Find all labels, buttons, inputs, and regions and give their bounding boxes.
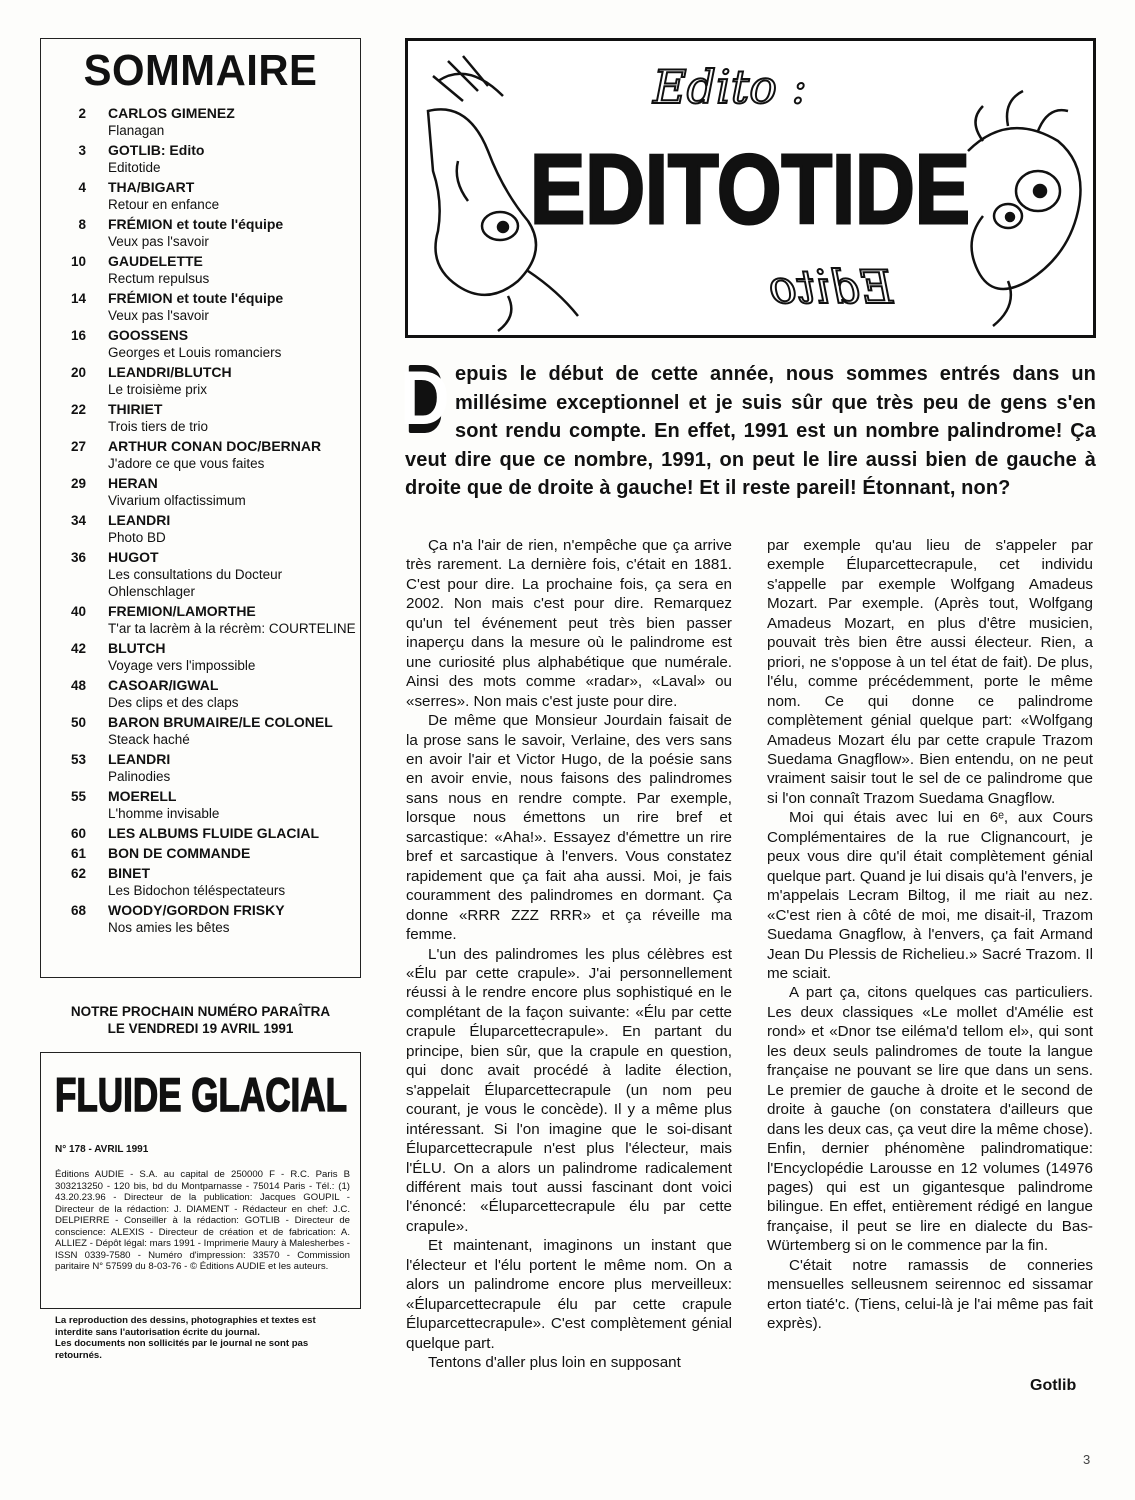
toc-title: SOMMAIRE — [83, 46, 318, 95]
toc-subtitle: Nos amies les bêtes — [108, 920, 230, 935]
rights-line-1: La reproduction des dessins, photographies et textes est interdite sans l'autorisation écrite du journal. — [55, 1315, 316, 1338]
next-issue-line-1: NOTRE PROCHAIN NUMÉRO PARAÎTRA — [70, 1004, 331, 1019]
paragraph: Ça n'a l'air de rien, n'empêche que ça arrive très rarement. La dernière fois, c'était en 1881. C'est pour dire. La prochaine fois, ça sera en 2002. Non mais c'est pour dire. Remarquez qu'un tel événement peut très bien passer inaperçu dans la mesure où le palindrome est une curiosité plus alphabétique que numérale. Ainsi des mots comme «radar», «Laval» ou «serres». Non mais c'est juste pour dire. — [406, 537, 732, 710]
big-title-editotide: EDITOTIDE — [530, 134, 970, 244]
toc-author: HUGOT — [108, 549, 159, 565]
toc-author: MOERELL — [108, 788, 177, 804]
toc-item — [41, 640, 360, 674]
toc-page-number: 50 — [70, 715, 86, 730]
toc-subtitle: L'homme invisable — [108, 806, 220, 821]
toc-item — [41, 105, 360, 139]
toc-entry — [108, 253, 360, 287]
toc-item — [41, 216, 360, 250]
toc-author: BARON BRUMAIRE/LE COLONEL — [108, 714, 333, 730]
toc-subtitle: T'ar ta lacrèm à la récrèm: COURTELINE — [108, 621, 356, 636]
toc-subtitle: Retour en enfance — [108, 197, 220, 212]
toc-entry — [108, 401, 360, 435]
right-character-illustration — [968, 91, 1081, 326]
toc-list — [41, 105, 360, 939]
toc-page-number: 4 — [78, 180, 86, 195]
toc-item — [41, 549, 360, 600]
rights-line-2: Les documents non sollicités par le journal ne sont pas retournés. — [55, 1338, 309, 1361]
toc-subtitle: Rectum repulsus — [108, 271, 210, 286]
paragraph: Tentons d'aller plus loin en supposant — [428, 1354, 681, 1372]
toc-page-number: 40 — [70, 604, 86, 619]
toc-page-number: 48 — [70, 678, 86, 693]
paragraph: Et maintenant, imaginons un instant que l'électeur et l'élu portent le même nom. On a alors un palindrome encore plus merveilleux: «Éluparcettecrapule élu par cette crapule Éluparcettecrapule». C'est complètement génial quelque part. — [406, 1237, 732, 1352]
toc-item — [41, 825, 360, 842]
toc-subtitle: Palinodies — [108, 769, 171, 784]
toc-item — [41, 364, 360, 398]
toc-item — [41, 327, 360, 361]
table-of-contents — [40, 38, 361, 978]
toc-author: BINET — [108, 865, 150, 881]
toc-page-number: 14 — [70, 291, 86, 306]
toc-entry — [108, 364, 360, 398]
colophon — [40, 1052, 361, 1361]
toc-entry — [108, 475, 360, 509]
toc-page-number: 10 — [70, 254, 86, 269]
toc-entry — [108, 438, 360, 472]
toc-item — [41, 788, 360, 822]
toc-page-number: 3 — [78, 143, 86, 158]
toc-item — [41, 751, 360, 785]
paragraph: par exemple qu'au lieu de s'appeler par exemple Éluparcettecrapule, cet individu s'appelle par exemple Wolfgang Amadeus Mozart. Par exemple. (Après tout, Wolfgang Amadeus Mozart, en plus d'être musicien, pouvait très bien être aussi électeur. Rien, a priori, ne s'oppose à un tel état de fait). De plus, l'élu, comme précédemment, porte le même nom. Ce qui donne ce palindrome complètement génial quelque part: «Wolfgang Amadeus Mozart élu par cette crapule Trazom Suedama Gnagflow». Bien entendu, on ne peut vraiment saisir tout le sel de ce palindrome que si l'on connaît Trazom Suedama Gnagflow. — [767, 537, 1093, 807]
toc-item — [41, 603, 360, 637]
toc-page-number: 62 — [70, 866, 86, 881]
toc-author: LEANDRI/BLUTCH — [108, 364, 232, 380]
toc-page-number: 55 — [70, 789, 86, 804]
toc-page-number: 2 — [78, 106, 86, 121]
script-title-top: Edito : — [653, 60, 808, 114]
legal-notice: Éditions AUDIE - S.A. au capital de 250000 F - R.C. Paris B 303213250 - 120 bis, bd du Montparnasse - 75014 Paris - Tél.: (1) 43.20.23.96 - Directeur de la publication: Jacques GOUPIL - Directeur de la rédaction: J. DIAMENT - Rédacteur en chef: J.C. DELPIERRE - Conseiller à la rédaction: GOTLIB - Directeur de conscience: ALEXIS - Directeur de création et de fabrication: A. ALLIEZ - Dépôt légal: mars 1991 - Imprimerie Maury à Malesherbes - ISSN 0339-7580 - Numéro d'impression: 33570 - Commission paritaire N° 57599 du 8-03-76 - © Éditions AUDIE et les auteurs. — [55, 1169, 350, 1272]
rights-notice — [55, 1315, 350, 1361]
toc-page-number: 36 — [70, 550, 86, 565]
paragraph: C'était notre ramassis de conneries mensuelles selleusnem seirennoc ed sissamar erton tiaté'c. (Tiens, celui-là je l'ai même pas fait exprès). — [767, 1256, 1093, 1333]
toc-page-number: 8 — [78, 217, 86, 232]
toc-item — [41, 714, 360, 748]
toc-subtitle: Voyage vers l'impossible — [108, 658, 256, 673]
paragraph: De même que Monsieur Jourdain faisait de la prose sans le savoir, Verlaine, des vers sans en avoir l'air et Victor Hugo, de la poésie sans en avoir envie, nous faisons des palindromes sans nous en rendre compte. Par exemple, lorsque nous émettons un rire bref et sarcastique: «Aha!». Essayez d'émettre un rire bref et sarcastique à l'envers. Vous constatez rapidement que ça fait aha aussi. Moi, je fais couramment des palindromes en dormant. Ça donne «RRR ZZZ RRR» et ça réveille ma femme. — [406, 712, 732, 944]
toc-item — [41, 438, 360, 472]
toc-subtitle: Les Bidochon téléspectateurs — [108, 883, 286, 898]
toc-author: LEANDRI — [108, 751, 171, 767]
toc-author: GOOSSENS — [108, 327, 189, 343]
toc-subtitle: J'adore ce que vous faites — [108, 456, 265, 471]
intro-text: epuis le début de cette année, nous sommes entrés dans un millésime exceptionnel et je suis sûr que très peu de gens s'en sont rendu compte. En effet, 1991 est un nombre palindrome! Ça veut dire que ce nombre, 1991, on peut le lire aussi bien de gauche à droite que de droite à gauche! Et il reste pareil! Étonnant, non? — [405, 363, 1096, 499]
toc-item — [41, 845, 360, 862]
toc-entry — [108, 902, 360, 936]
toc-page-number: 27 — [70, 439, 86, 454]
toc-author: BON DE COMMANDE — [108, 845, 251, 861]
toc-item — [41, 512, 360, 546]
toc-subtitle: Le troisième prix — [108, 382, 208, 397]
toc-author: CARLOS GIMENEZ — [108, 105, 235, 121]
toc-subtitle: Georges et Louis romanciers — [108, 345, 282, 360]
next-issue-notice — [40, 1003, 361, 1037]
author-signature: Gotlib — [1030, 1377, 1077, 1394]
toc-entry — [108, 142, 360, 176]
toc-author: BLUTCH — [108, 640, 166, 656]
editotide-drawing — [408, 41, 1093, 335]
toc-entry — [108, 290, 360, 324]
toc-subtitle: Flanagan — [108, 123, 165, 138]
toc-subtitle: Veux pas l'savoir — [108, 308, 209, 323]
page-number: 3 — [1083, 1452, 1091, 1467]
toc-page-number: 42 — [70, 641, 86, 656]
toc-entry — [108, 825, 360, 842]
toc-author: FRÉMION et toute l'équipe — [108, 290, 284, 306]
toc-author: ARTHUR CONAN DOC/BERNAR — [108, 438, 322, 454]
toc-author: FREMION/LAMORTHE — [108, 603, 256, 619]
toc-page-number: 60 — [70, 826, 86, 841]
toc-entry — [108, 105, 360, 139]
toc-subtitle: Veux pas l'savoir — [108, 234, 209, 249]
toc-entry — [108, 788, 360, 822]
toc-subtitle: Des clips et des claps — [108, 695, 239, 710]
toc-entry — [108, 751, 360, 785]
logo-wordmark: FLUIDE GLACIAL — [55, 1068, 347, 1121]
toc-entry — [108, 216, 360, 250]
paragraph: A part ça, citons quelques cas particuliers. Les deux classiques «Le mollet d'Amélie est rond» et «Dnor tse eiléma'd tellom el», qui sont les deux seuls palindromes de toute la langue française ne pouvant se lire que dans un sens. Le premier de gauche à droite et le second de droite à gauche (on constatera d'ailleurs que dans les deux cas, ça veut dire la même chose). Enfin, dernier phénomène palindromatique: l'Encyclopédie Larousse en 12 volumes (14976 pages) qui est un gigantesque palindrome bilingue. En effet, entièrement rédigé en langue française, il peut se lire en dialecte du Bas-Würtemberg si on le commence par la fin. — [767, 984, 1093, 1255]
toc-subtitle: Trois tiers de trio — [108, 419, 209, 434]
toc-author: LEANDRI — [108, 512, 171, 528]
toc-item — [41, 290, 360, 324]
toc-author: WOODY/GORDON FRISKY — [108, 902, 285, 918]
toc-subtitle: Vivarium olfactissimum — [108, 493, 246, 508]
toc-item — [41, 865, 360, 899]
toc-entry — [108, 179, 360, 213]
toc-item — [41, 677, 360, 711]
toc-item — [41, 475, 360, 509]
toc-page-number: 16 — [70, 328, 86, 343]
toc-author: THIRIET — [108, 401, 163, 417]
toc-author: FRÉMION et toute l'équipe — [108, 216, 284, 232]
toc-page-number: 22 — [70, 402, 86, 417]
toc-author: GAUDELETTE — [108, 253, 203, 269]
toc-author: GOTLIB: Edito — [108, 142, 205, 158]
toc-page-number: 34 — [70, 513, 86, 528]
toc-page-number: 20 — [70, 365, 86, 380]
fluide-glacial-logo — [51, 1061, 351, 1123]
toc-subtitle: Editotide — [108, 160, 161, 175]
script-title-bottom-mirrored: Edito — [769, 260, 893, 314]
toc-subtitle: Les consultations du Docteur Ohlenschlager — [108, 567, 283, 599]
toc-author: CASOAR/IGWAL — [108, 677, 219, 693]
toc-subtitle: Photo BD — [108, 530, 166, 545]
drop-cap: D — [400, 356, 450, 441]
toc-subtitle: Steack haché — [108, 732, 190, 747]
intro-paragraph — [400, 356, 1096, 503]
toc-item — [41, 401, 360, 435]
toc-item — [41, 179, 360, 213]
paragraph: Moi qui étais avec lui en 6ᵉ, aux Cours Complémentaires de la rue Clignancourt, je peux vous dire qu'il était complètement génial quelque part. Quand je lui disais qu'à l'envers, je m'appelais Lecram Biltog, il me riait au nez. «C'est rien à côté de moi, me disait-il, Trazom Suedama Gnagflow, à l'envers, ça fait Armand Jean Du Plessis de Richelieu.» Sacré Trazom. Il me sciait. — [767, 809, 1093, 982]
toc-entry — [108, 549, 360, 600]
toc-entry — [108, 714, 360, 748]
toc-page-number: 61 — [70, 846, 86, 861]
toc-item — [41, 902, 360, 936]
paragraph: L'un des palindromes les plus célèbres est «Élu par cette crapule». J'ai personnellement réussi à le rendre encore plus sophistiqué en le complétant de la façon suivante: «Élu par cette crapule Éluparcettecrapule». En partant du principe, bien sûr, que la crapule en question, qui donc avait procédé à ladite élection, s'appelait Éluparcettecrapule (un nom peu courant, je vous le concède). Il y a même plus intéressant. Si l'on imagine que le soi-disant Éluparcettecrapule n'est plus l'électeur, mais l'ÉLU. On a alors un palindrome radicalement différent mais tout aussi fascinant dont voici l'énoncé: «Éluparcettecrapule élu par cette crapule». — [406, 945, 732, 1235]
toc-item — [41, 142, 360, 176]
toc-author: LES ALBUMS FLUIDE GLACIAL — [108, 825, 320, 841]
toc-entry — [108, 865, 360, 899]
toc-page-number: 53 — [70, 752, 86, 767]
article-column-1 — [406, 536, 732, 1372]
issue-number: N° 178 - AVRIL 1991 — [55, 1144, 149, 1155]
toc-entry — [108, 327, 360, 361]
toc-entry — [108, 677, 360, 711]
toc-entry — [108, 603, 360, 637]
toc-page-number: 68 — [70, 903, 86, 918]
toc-item — [41, 253, 360, 287]
article-column-2 — [767, 536, 1093, 1334]
toc-entry — [108, 512, 360, 546]
next-issue-line-2: LE VENDREDI 19 AVRIL 1991 — [107, 1021, 294, 1036]
toc-entry — [108, 845, 360, 862]
toc-author: HERAN — [108, 475, 158, 491]
edito-header-illustration — [405, 38, 1096, 338]
toc-entry — [108, 640, 360, 674]
toc-page-number: 29 — [70, 476, 86, 491]
toc-author: THA/BIGART — [108, 179, 195, 195]
